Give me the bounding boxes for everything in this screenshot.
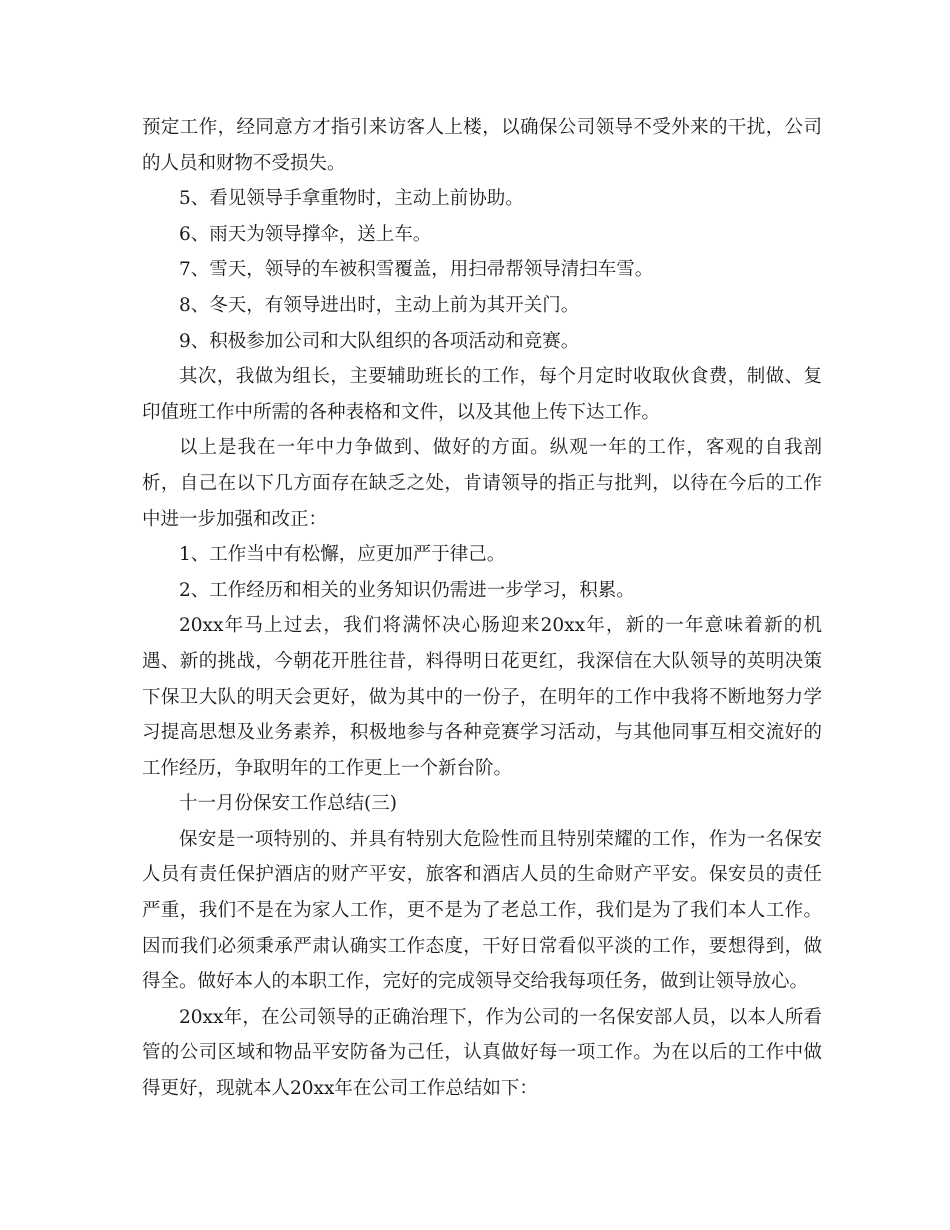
- list-item-8: 8、冬天，有领导进出时，主动上前为其开关门。: [179, 294, 580, 316]
- paragraph-outlook: 20xx年马上过去，我们将满怀决心肠迎来20xx年，新的一年意味着新的机遇、新的挑战，今朝花开胜往昔，料得明日花更红，我深信在大队领导的英明决策下保卫大队的明天会更好，做为其中的一份子，在明年的工作中我将不断地努力学习提高思想及业务素养，积极地参与各种竞赛学习活动，与其他同事互相交流好的工作经历，争取明年的工作更上一个新台阶。: [142, 615, 822, 779]
- document-body: [142, 110, 822, 1107]
- paragraph-self-review: 以上是我在一年中力争做到、做好的方面。纵观一年的工作，客观的自我剖析，自己在以下几方面存在缺乏之处，肯请领导的指正与批判，以待在今后的工作中进一步加强和改正：: [142, 437, 822, 530]
- shortcoming-item-1: 1、工作当中有松懈，应更加严于律己。: [179, 544, 506, 566]
- shortcoming-item-2: 2、工作经历和相关的业务知识仍需进一步学习，积累。: [179, 579, 635, 601]
- section-heading: 十一月份保安工作总结(三): [179, 793, 397, 815]
- list-item-6: 6、雨天为领导撑伞，送上车。: [179, 223, 432, 245]
- paragraph-continued: 预定工作，经同意方才指引来访客人上楼，以确保公司领导不受外来的干扰，公司的人员和财物不受损失。: [142, 117, 822, 174]
- paragraph-summary-intro: 20xx年，在公司领导的正确治理下，作为公司的一名保安部人员，以本人所看管的公司区域和物品平安防备为己任，认真做好每一项工作。为在以后的工作中做得更好，现就本人20xx年在公司工作总结如下：: [142, 1006, 822, 1100]
- list-item-9: 9、积极参加公司和大队组织的各项活动和竞赛。: [179, 330, 580, 352]
- list-item-5: 5、看见领导手拿重物时，主动上前协助。: [179, 188, 524, 210]
- paragraph-secondly: 其次，我做为组长，主要辅助班长的工作，每个月定时收取伙食费，制做、复印值班工作中所需的各种表格和文件，以及其他上传下达工作。: [142, 366, 822, 423]
- paragraph-security-intro: 保安是一项特别的、并具有特别大危险性而且特别荣耀的工作，作为一名保安人员有责任保护酒店的财产平安，旅客和酒店人员的生命财产平安。保安员的责任严重，我们不是在为家人工作，更不是为了老总工作，我们是为了我们本人工作。因而我们必须秉承严肃认确实工作态度，干好日常看似平淡的工作，要想得到，做得全。做好本人的本职工作，完好的完成领导交给我每项任务，做到让领导放心。: [142, 828, 822, 993]
- list-item-7: 7、雪天，领导的车被积雪覆盖，用扫帚帮领导清扫车雪。: [179, 259, 654, 281]
